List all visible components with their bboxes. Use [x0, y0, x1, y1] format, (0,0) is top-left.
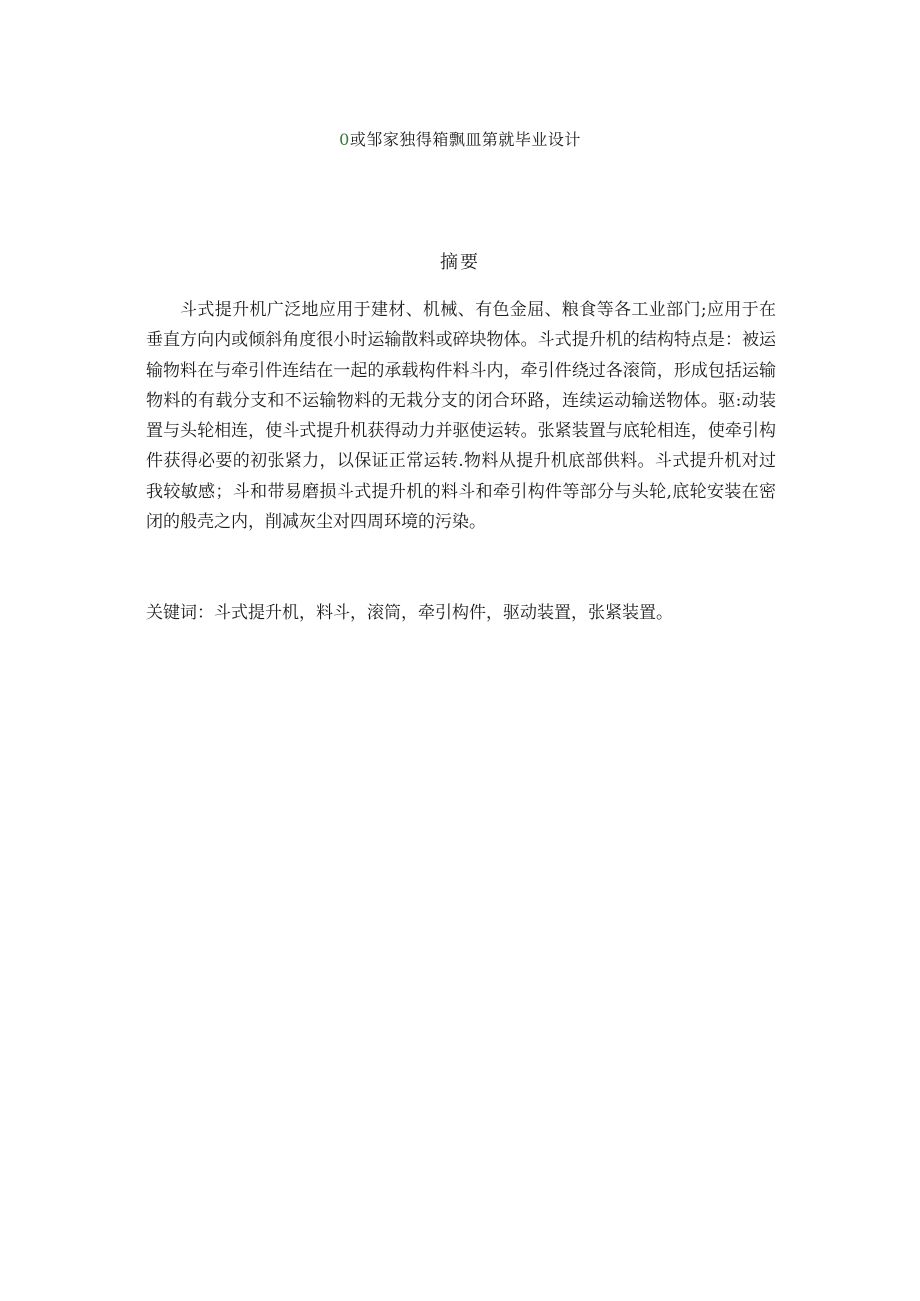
page-header: [0, 127, 920, 150]
header-text: 或邹家独得箱飘皿第就毕业设计: [349, 130, 581, 149]
abstract-title: 摘要: [440, 252, 480, 273]
abstract-paragraph: 斗式提升机广泛地应用于建材、机械、有色金屈、粮食等各工业部门;应用于在垂直方向内或倾斜角度很小时运输散料或碎块物体。斗式提升机的结构特点是：被运输物料在与牵引件连结在一起的承载构件料斗内，牵引件绕过各滚筒，形成包括运输物料的有载分支和不运输物料的无栽分支的闭合环路，连续运动输送物体。驱:动装置与头轮相连，使斗式提升机获得动力并驱使运转。张紧装置与底轮相连，使牵引构件获得必要的初张紧力，以保证正常运转.物料从提升机底部供料。斗式提升机对过我较敏感；斗和带易磨损斗式提升机的料斗和牵引构件等部分与头轮,底轮安装在密闭的般壳之内，削减灰尘对四周环境的污染。: [146, 300, 776, 533]
keywords-line: 关键词：斗式提升机，料斗，滚筒，牵引构件，驱动装置，张紧装置。: [146, 603, 673, 623]
header-lead-digit: 0: [339, 130, 350, 149]
